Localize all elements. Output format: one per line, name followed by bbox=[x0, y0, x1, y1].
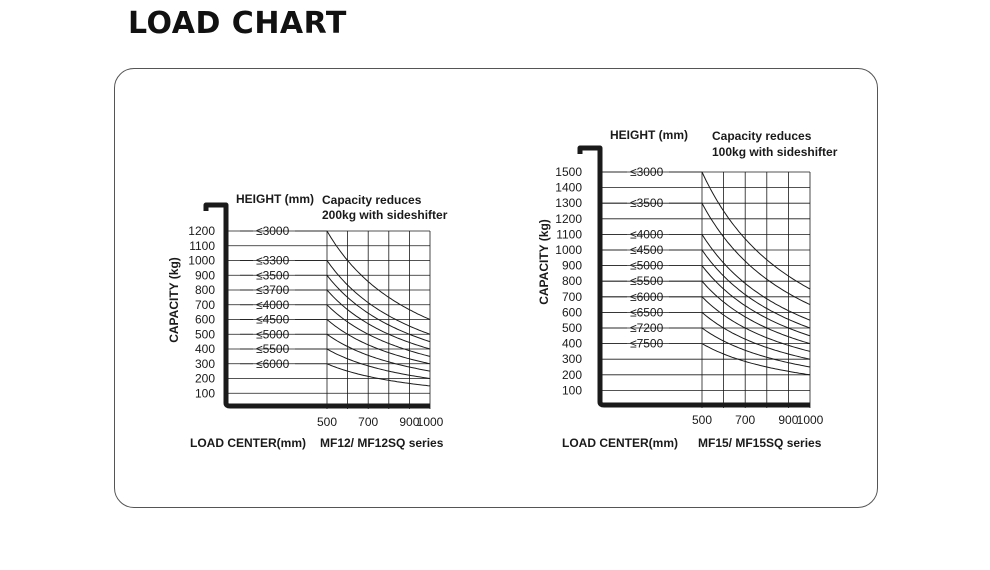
height-label: ≤3000 bbox=[256, 224, 290, 238]
y-tick-label: 1100 bbox=[556, 227, 582, 242]
height-label: ≤5500 bbox=[256, 342, 290, 356]
y-tick-label: 600 bbox=[561, 305, 582, 320]
y-tick-label: 300 bbox=[194, 356, 215, 371]
y-tick-label: 900 bbox=[194, 268, 215, 283]
height-label: ≤6500 bbox=[630, 305, 664, 320]
y-tick-label: 1100 bbox=[189, 238, 215, 253]
x-tick-label: 700 bbox=[735, 413, 756, 427]
height-label: ≤4500 bbox=[630, 243, 664, 257]
height-label: ≤5500 bbox=[630, 274, 664, 289]
height-label: ≤7200 bbox=[630, 321, 664, 335]
series-label: MF12/ MF12SQ series bbox=[320, 436, 444, 450]
y-tick-label: 1200 bbox=[188, 224, 215, 238]
series-label: MF15/ MF15SQ series bbox=[698, 436, 822, 450]
height-label: ≤3300 bbox=[256, 253, 290, 268]
y-axis-label: CAPACITY (kg) bbox=[167, 257, 181, 343]
y-tick-label: 500 bbox=[194, 327, 215, 342]
height-label: ≤3700 bbox=[256, 283, 290, 297]
y-tick-label: 400 bbox=[561, 336, 582, 351]
x-tick-label: 900 bbox=[778, 413, 799, 427]
sideshifter-note: Capacity reduces bbox=[712, 129, 812, 143]
sideshifter-note: 100kg with sideshifter bbox=[712, 145, 838, 159]
y-tick-label: 300 bbox=[561, 352, 582, 367]
height-label: ≤5000 bbox=[630, 258, 664, 273]
capacity-curve bbox=[702, 250, 810, 328]
y-tick-label: 800 bbox=[194, 283, 215, 297]
page-title: LOAD CHART bbox=[128, 6, 347, 41]
height-axis-label: HEIGHT (mm) bbox=[610, 128, 688, 142]
y-tick-label: 200 bbox=[561, 367, 582, 382]
x-axis-label: LOAD CENTER(mm) bbox=[562, 436, 678, 450]
height-label: ≤3500 bbox=[256, 268, 290, 283]
x-tick-label: 1000 bbox=[416, 415, 444, 429]
height-label: ≤6000 bbox=[630, 289, 664, 304]
y-tick-label: 200 bbox=[194, 371, 215, 386]
height-label: ≤6000 bbox=[256, 356, 290, 371]
x-tick-label: 500 bbox=[316, 415, 338, 429]
x-axis-label: LOAD CENTER(mm) bbox=[190, 436, 306, 450]
y-tick-label: 1200 bbox=[555, 211, 582, 226]
capacity-curve bbox=[702, 266, 810, 336]
y-tick-label: 1000 bbox=[555, 243, 582, 257]
x-tick-label: 900 bbox=[399, 415, 420, 429]
fork-axis bbox=[580, 148, 810, 405]
y-tick-label: 1500 bbox=[555, 165, 582, 179]
sideshifter-note: 200kg with sideshifter bbox=[322, 208, 448, 222]
y-tick-label: 100 bbox=[194, 386, 215, 401]
y-tick-label: 1400 bbox=[555, 180, 582, 195]
height-label: ≤7500 bbox=[630, 336, 664, 351]
y-tick-label: 400 bbox=[194, 342, 215, 356]
sideshifter-note: Capacity reduces bbox=[322, 193, 422, 207]
height-label: ≤4500 bbox=[256, 312, 290, 327]
height-label: ≤3500 bbox=[630, 196, 664, 211]
y-tick-label: 1000 bbox=[188, 253, 215, 268]
x-tick-label: 1000 bbox=[796, 413, 824, 427]
height-label: ≤3000 bbox=[630, 165, 664, 179]
y-tick-label: 600 bbox=[194, 312, 215, 327]
y-tick-label: 800 bbox=[561, 274, 582, 289]
capacity-curve bbox=[702, 234, 810, 320]
y-tick-label: 700 bbox=[561, 289, 582, 304]
height-axis-label: HEIGHT (mm) bbox=[236, 192, 314, 206]
x-tick-label: 500 bbox=[691, 413, 713, 427]
y-tick-label: 1300 bbox=[555, 196, 582, 211]
height-label: ≤4000 bbox=[256, 297, 290, 312]
y-tick-label: 700 bbox=[194, 297, 215, 312]
x-tick-label: 700 bbox=[358, 415, 379, 429]
y-axis-label: CAPACITY (kg) bbox=[537, 219, 551, 305]
height-label: ≤4000 bbox=[630, 227, 664, 242]
height-label: ≤5000 bbox=[256, 327, 290, 342]
y-tick-label: 900 bbox=[561, 258, 582, 273]
y-tick-label: 100 bbox=[561, 383, 582, 398]
y-tick-label: 500 bbox=[561, 321, 582, 335]
